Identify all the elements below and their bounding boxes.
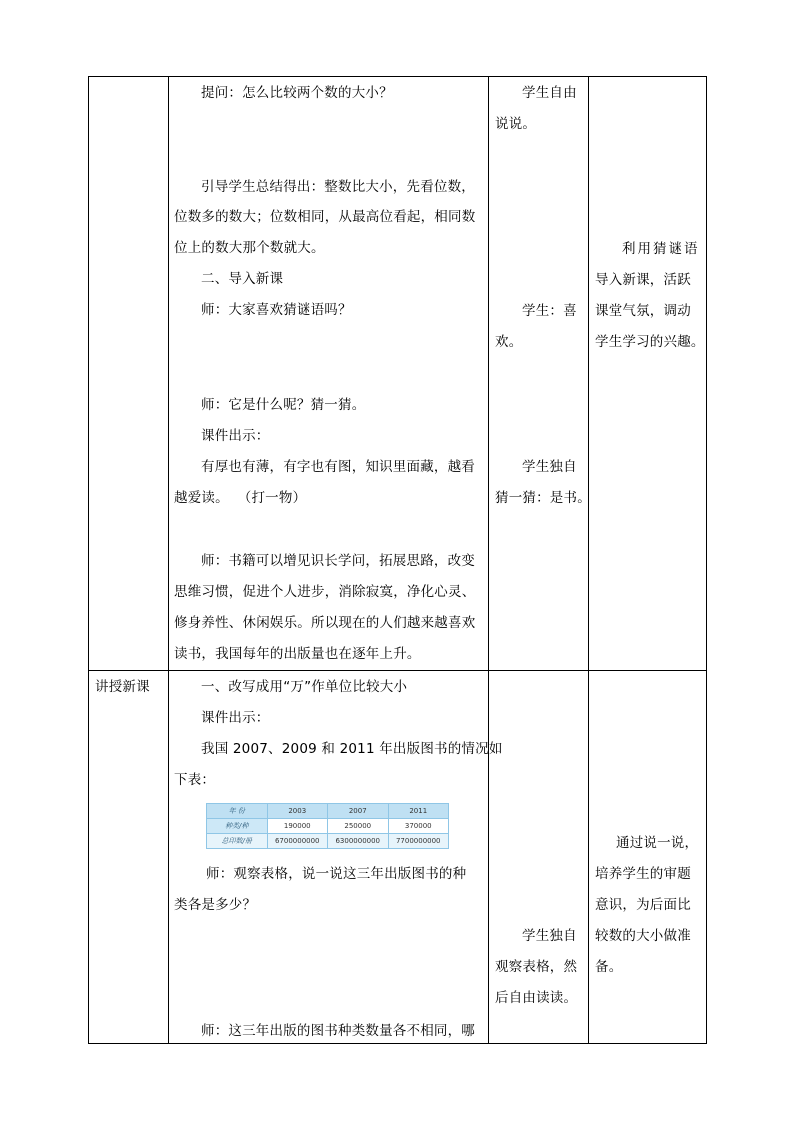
table-cell: 6700000000 — [267, 834, 328, 849]
table-cell: 7700000000 — [388, 834, 449, 849]
intent-2d: 较数的大小做准 — [595, 928, 691, 944]
table-cell: 190000 — [267, 819, 328, 834]
student-activity-4a: 学生独自 — [522, 928, 577, 944]
intent-1b: 导入新课，活跃 — [595, 272, 691, 288]
observe-line-2: 类各是多少？ — [174, 897, 257, 913]
book-publication-table — [206, 803, 449, 849]
intent-2a: 通过说一说， — [616, 835, 699, 851]
intent-1c: 课堂气氛，调动 — [595, 303, 691, 319]
question-text: 提问：怎么比较两个数的大小？ — [201, 85, 393, 101]
books-line-1: 师：书籍可以增见识长学问，拓展思路，改变 — [201, 553, 475, 569]
student-activity-1a: 学生自由 — [522, 85, 577, 101]
table-header-row — [207, 804, 449, 819]
table-border-bottom — [88, 1043, 707, 1044]
table-border-top — [88, 76, 707, 77]
table-intro-line-1: 我国 2007、2009 和 2011 年出版图书的情况如 — [201, 741, 503, 757]
teacher-line-riddle: 师：大家喜欢猜谜语吗？ — [201, 302, 352, 318]
riddle-line-1: 有厚也有薄，有字也有图，知识里面藏，越看 — [201, 459, 475, 475]
intent-2b: 培养学生的审题 — [595, 866, 691, 882]
student-activity-4b: 观察表格，然 — [495, 959, 578, 975]
summary-line-2: 位数多的数大；位数相同，从最高位看起，相同数 — [174, 209, 476, 225]
table-intro-line-2: 下表： — [174, 772, 216, 788]
row-divider — [88, 670, 707, 671]
summary-line-1: 引导学生总结得出：整数比大小，先看位数， — [201, 179, 475, 195]
student-activity-4c: 后自由读读。 — [495, 990, 578, 1006]
header-cell: 2011 — [388, 804, 449, 819]
table-border-right — [706, 76, 707, 1044]
column-divider-2 — [488, 76, 489, 1044]
compare-line: 师：这三年出版的图书种类数量各不相同，哪 — [201, 1023, 475, 1039]
table-cell: 种类/种 — [207, 819, 268, 834]
intent-2e: 备。 — [595, 959, 623, 975]
new-lesson-heading: 一、改写成用“万”作单位比较大小 — [201, 679, 408, 695]
summary-line-3: 位上的数大那个数就大。 — [174, 240, 325, 256]
section-heading-intro: 二、导入新课 — [201, 271, 284, 287]
table-cell: 总印数/册 — [207, 834, 268, 849]
student-activity-2b: 欢。 — [495, 334, 523, 350]
courseware-label-2: 课件出示： — [201, 710, 270, 726]
riddle-line-2: 越爱读。 （打一物） — [174, 490, 307, 506]
table-row — [207, 819, 449, 834]
teacher-line-guess: 师：它是什么呢？猜一猜。 — [201, 397, 366, 413]
student-activity-3b: 猜一猜：是书。 — [495, 490, 591, 506]
header-cell: 2007 — [328, 804, 389, 819]
books-line-2: 思维习惯，促进个人进步，消除寂寞，净化心灵、 — [174, 584, 476, 600]
table-row — [207, 834, 449, 849]
header-cell: 2003 — [267, 804, 328, 819]
student-activity-2a: 学生：喜 — [522, 303, 577, 319]
column-divider-1 — [168, 76, 169, 1044]
column-divider-3 — [588, 76, 589, 1044]
books-line-3: 修身养性、休闲娱乐。所以现在的人们越来越喜欢 — [174, 615, 476, 631]
student-activity-1b: 说说。 — [495, 116, 537, 132]
table-cell: 6300000000 — [328, 834, 389, 849]
intent-1a: 利用猜谜语 — [622, 241, 700, 257]
courseware-label-1: 课件出示： — [201, 428, 270, 444]
table-cell: 250000 — [328, 819, 389, 834]
header-cell: 年 份 — [207, 804, 268, 819]
section-label: 讲授新课 — [95, 679, 150, 695]
student-activity-3a: 学生独自 — [522, 459, 577, 475]
intent-2c: 意识，为后面比 — [595, 897, 691, 913]
observe-line-1: 师：观察表格，说一说这三年出版图书的种 — [206, 866, 467, 882]
books-line-4: 读书，我国每年的出版量也在逐年上升。 — [174, 646, 421, 662]
table-cell: 370000 — [388, 819, 449, 834]
table-border-left — [88, 76, 89, 1044]
intent-1d: 学生学习的兴趣。 — [595, 334, 705, 350]
